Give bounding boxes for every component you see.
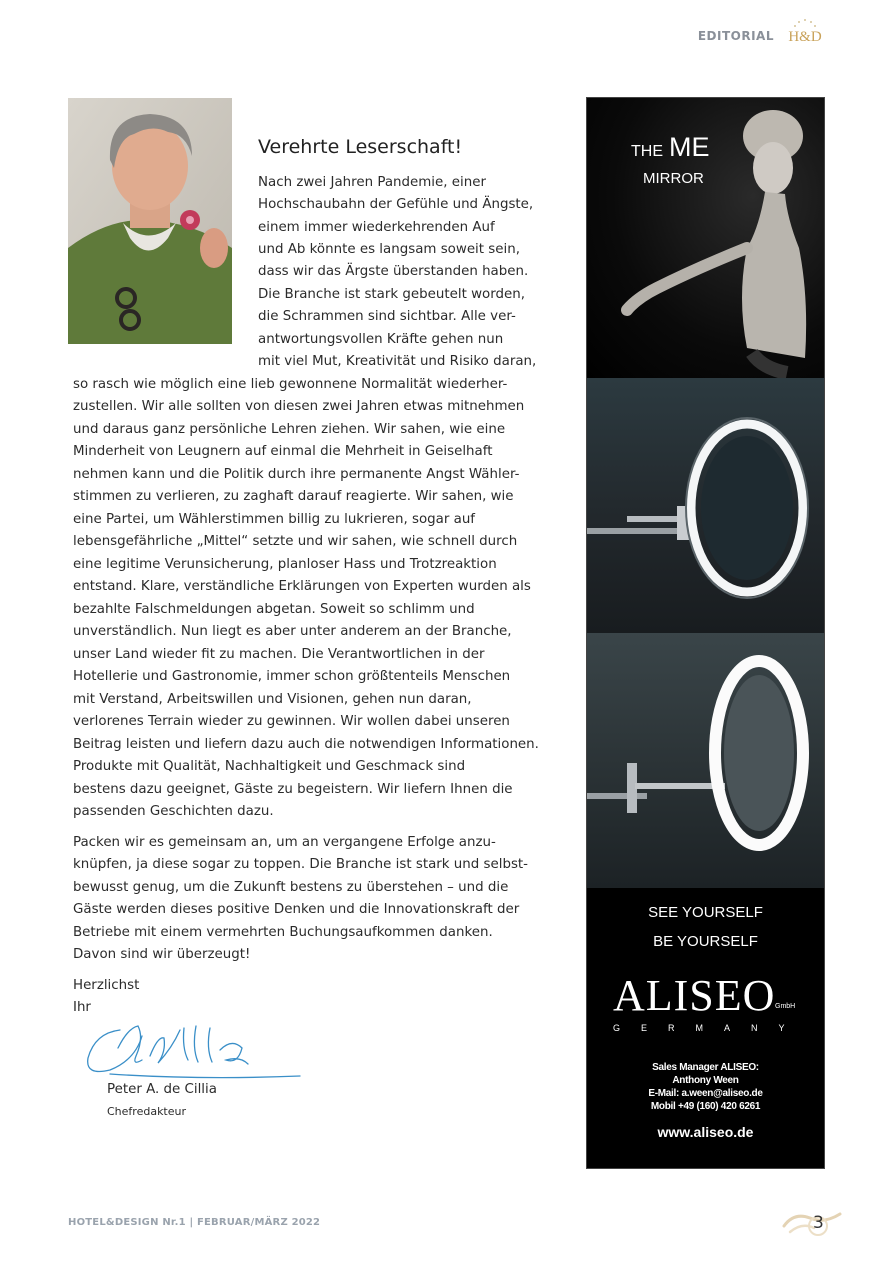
body-line: so rasch wie möglich eine lieb gewonnene Normalität wiederher- [73, 377, 508, 392]
body-line: Produkte mit Qualität, Nachhaltigkeit und Geschmack sind [73, 759, 466, 774]
body-line: Hochschaubahn der Gefühle und Ängste, [258, 197, 534, 212]
body-line: unverständlich. Nun liegt es aber unter anderem an der Branche, [73, 624, 512, 639]
handwritten-signature [80, 1008, 305, 1088]
magazine-logo [782, 16, 828, 46]
ad-website-link[interactable]: www.aliseo.de [657, 1124, 754, 1140]
body-line: verlorenes Terrain wieder zu gewinnen. Wir wollen dabei unseren [73, 714, 510, 729]
salutation-heading: Verehrte Leserschaft! [258, 136, 463, 158]
page-number-ornament [780, 1204, 844, 1240]
logo-text: H&D [788, 29, 822, 45]
ad-me: ME [669, 132, 710, 162]
body-line: stimmen zu verlieren, zu zaghaft darauf reagierte. Wir sahen, wie [73, 489, 514, 504]
closing-greeting: Herzlichst [73, 978, 140, 993]
ad-brand-logo: ALISEO [613, 971, 776, 1020]
ad-brand-country: GERMANY [613, 1023, 806, 1033]
ad-tagline-2: BE YOURSELF [653, 933, 758, 950]
body-line: und daraus ganz persönliche Lehren ziehen. Wir sahen, wie eine [73, 422, 506, 437]
section-label: EDITORIAL [697, 29, 774, 43]
ad-mirror-photo-1 [587, 378, 824, 633]
body-line: und Ab könnte es langsam soweit sein, [258, 242, 520, 257]
editor-portrait [68, 98, 232, 344]
body-line: antwortungsvollen Kräfte gehen nun [258, 332, 504, 347]
signature-name: Peter A. de Cillia [107, 1082, 217, 1097]
body-line: entstand. Klare, verständliche Erklärungen von Experten wurden als [73, 579, 531, 594]
aliseo-advertisement [586, 97, 825, 1169]
body-line: Hotellerie und Gastronomie, immer schon größtenteils Menschen [73, 669, 511, 684]
signature-role: Chefredakteur [107, 1105, 187, 1118]
body-line: Gäste werden dieses positive Denken und die Innovationskraft der [73, 902, 520, 917]
ad-headline [631, 132, 710, 163]
page-number: 3 [813, 1213, 824, 1233]
closing-ihr: Ihr [73, 1000, 91, 1015]
ad-contact-line: Mobil +49 (160) 420 6261 [650, 1101, 761, 1112]
body-line: nehmen kann und die Politik durch ihre permanente Angst Wähler- [73, 467, 520, 482]
body-line: passenden Geschichten dazu. [73, 804, 274, 819]
body-line: dass wir das Ärgste überstanden haben. [258, 264, 529, 279]
body-line: lebensgefährliche „Mittel“ setzte und wir sahen, wie schnell durch [73, 534, 518, 549]
body-line: Packen wir es gemeinsam an, um an vergangene Erfolge anzu- [73, 835, 496, 850]
body-line: Nach zwei Jahren Pandemie, einer [258, 175, 486, 190]
body-line: Betriebe mit einem vermehrten Buchungsaufkommen danken. [73, 925, 493, 940]
body-line: Beitrag leisten und liefern dazu auch die notwendigen Informationen. [73, 737, 539, 752]
body-line: einem immer wiederkehrenden Auf [258, 220, 495, 235]
body-line: bewusst genug, um die Zukunft bestens zu überstehen – und die [73, 880, 509, 895]
body-line: bezahlte Falschmeldungen abgetan. Soweit so schlimm und [73, 602, 475, 617]
ad-brand-gmbh: GmbH [775, 1003, 796, 1010]
ad-model-photo [587, 98, 824, 378]
ad-contact-line: E-Mail: a.ween@aliseo.de [648, 1088, 763, 1099]
body-line: mit Verstand, Arbeitswillen und Visionen, gehen nun daran, [73, 692, 472, 707]
body-line: eine Partei, um Wählerstimmen billig zu lukrieren, sogar auf [73, 512, 476, 527]
ad-the: THE [631, 143, 663, 160]
body-line: zustellen. Wir alle sollten von diesen zwei Jahren etwas mitnehmen [73, 399, 525, 414]
body-line: Minderheit von Leugnern auf einmal die Mehrheit in Geiselhaft [73, 444, 493, 459]
body-line: knüpfen, ja diese sogar zu toppen. Die Branche ist stark und selbst- [73, 857, 529, 872]
ad-tagline-1: SEE YOURSELF [648, 904, 763, 921]
body-line: Davon sind wir überzeugt! [73, 947, 251, 962]
body-line: Die Branche ist stark gebeutelt worden, [258, 287, 525, 302]
body-line: die Schrammen sind sichtbar. Alle ver- [258, 309, 516, 324]
body-line: unser Land wieder fit zu machen. Die Verantwortlichen in der [73, 647, 485, 662]
body-line: mit viel Mut, Kreativität und Risiko daran, [258, 354, 537, 369]
ad-mirror-photo-2 [587, 633, 824, 888]
ad-contact-line: Anthony Ween [672, 1075, 739, 1086]
body-line: bestens dazu geeignet, Gäste zu begeistern. Wir liefern Ihnen die [73, 782, 513, 797]
ad-mirror: MIRROR [643, 170, 704, 187]
footer-issue-info: HOTEL&DESIGN Nr.1 | FEBRUAR/MÄRZ 2022 [68, 1217, 321, 1228]
body-line: eine legitime Verunsicherung, planloser Hass und Trotzreaktion [73, 557, 497, 572]
ad-contact-line: Sales Manager ALISEO: [652, 1062, 759, 1073]
